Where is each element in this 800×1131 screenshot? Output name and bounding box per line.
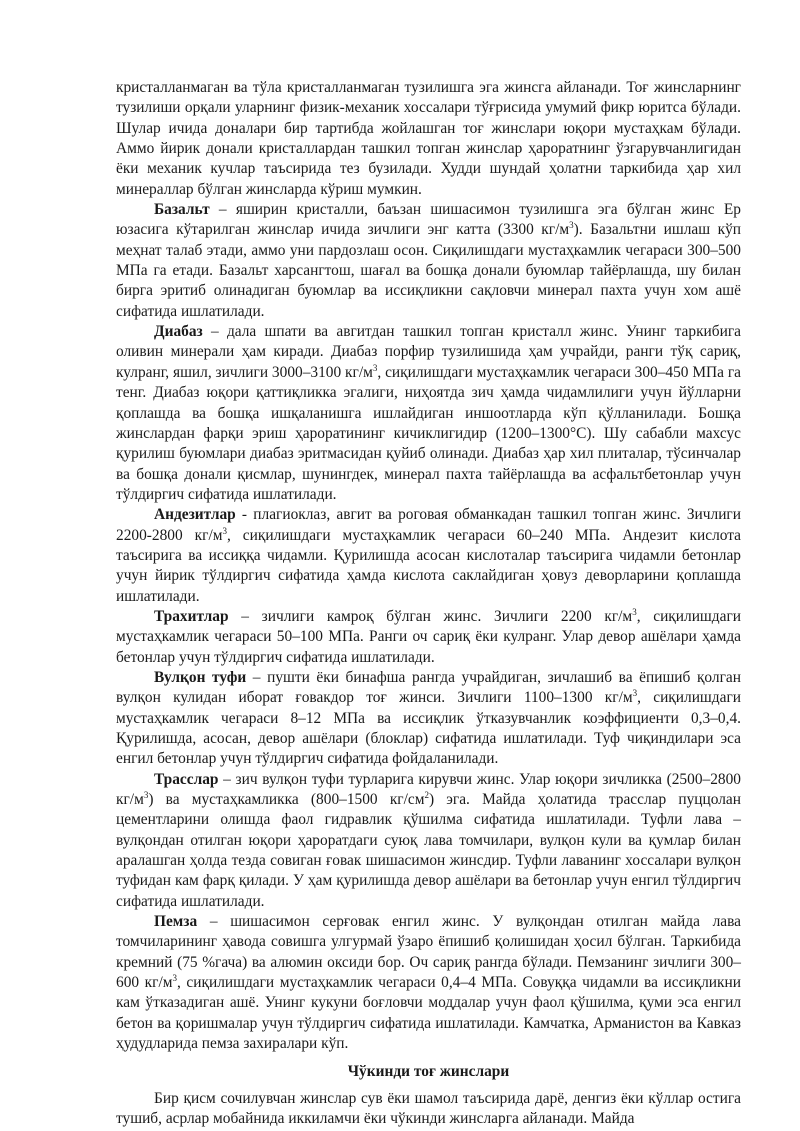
intro-paragraph: кристалланмаган ва тўла кристалланмаган тузилишга эга жинсга айланади. Тоғ жинсларнинг тузилиши орқали уларнинг физик-механик хоссалари тўғрисида умумий фикр юритса бўлади. Шулар ичида доналари бир тартибда жойлашган тоғ жинслари юқори мустаҳкам бўлади. Аммо йирик донали кристаллардан ташкил топган жинслар ҳароратнинг ўзгарувчанлигидан ёки механик кучлар таъсирида тез бузилади. Худди шундай ҳолатни таркибида ҳар хил минераллар бўлган жинсларда кўриш мумкин. bbox=[116, 79, 741, 198]
trass-text-b: ) ва мустаҳкамликка (800–1500 кг/см bbox=[148, 791, 425, 809]
andesite-text-b: , сиқилишдаги мустаҳкамлик чегараси 60–240 МПа. Андезит кислота таъсирига ва иссиққа чидамли. Қурилишда асосан кислоталар таъсирига чидамли бетонлар учун йирик тўлдиргич сифатида ҳамда кислота саклайдиган ҳовуз деворларини қоплашда ишлатилади. bbox=[116, 526, 742, 605]
trachyte-sup-1: 3 bbox=[632, 606, 637, 617]
trachyte-term: Трахитлар bbox=[154, 607, 229, 625]
trachyte-text-a: – зичлиги камроқ бўлган жинс. Зичлиги 2200 кг/м bbox=[228, 607, 633, 625]
trachyte-text-b: , сиқилишдаги мустаҳкамлик чегараси 50–100 МПа. Ранги оч сариқ ёки кулранг. Улар девор ашёлари ҳамда бетонлар учун тўлдиргич сифатида ишлатилади. bbox=[116, 607, 741, 666]
trass-sup-2: 2 bbox=[424, 790, 429, 801]
diabase-paragraph bbox=[116, 322, 741, 505]
pumice-paragraph bbox=[116, 912, 741, 1054]
andesite-paragraph bbox=[116, 505, 741, 607]
andesite-term: Андезитлар bbox=[154, 506, 236, 524]
trass-paragraph bbox=[116, 770, 741, 912]
section-heading: Чўкинди тоғ жинслари bbox=[347, 1062, 510, 1080]
volcanic-tuff-text-b: , сиқилишдаги мустаҳкамлик чегараси 8–12 МПа ва иссиқлик ўтказувчанлик коэффициенти 0,3–0,4. Қурилишда, асосан, девор ашёлари (блоклар) сифатида ишлатилади. Туф чиқиндилари эса енгил бетонлар учун тўлдиргич сифатида фойдаланилади. bbox=[116, 689, 741, 768]
pumice-text-a: – шишасимон серғовак енгил жинс. У вулқондан отилган майда лава томчиларининг ҳавода совишга улгурмай ўзаро ёпишиб қолишидан ҳосил бўлган. Таркибида кремний (75 %гача) ва алюмин оксиди бор. Оч сариқ рангда бўлади. Пемзанинг зичлиги 300–600 кг/м bbox=[116, 913, 741, 992]
sedimentary-paragraph: Бир қисм сочилувчан жинслар сув ёки шамол таъсирида дарё, денгиз ёки кўллар остига тушиб, асрлар мобайнида иккиламчи ёки чўкинди жинсларга айланади. Майда bbox=[116, 1089, 741, 1128]
trass-sup-1: 3 bbox=[143, 790, 149, 801]
pumice-term: Пемза bbox=[154, 913, 198, 931]
volcanic-tuff-text-a: – пушти ёки бинафша рангда учрайдиган, зичлашиб ва ёпишиб қолган вулқон кулидан иборат ғовакдор тоғ жинси. Зичлиги 1100–1300 кг/м bbox=[116, 668, 741, 707]
diabase-term: Диабаз bbox=[154, 323, 203, 341]
basalt-sup-1: 3 bbox=[569, 220, 574, 231]
volcanic-tuff-sup-1: 3 bbox=[632, 688, 638, 699]
volcanic-tuff-paragraph bbox=[116, 668, 741, 770]
diabase-text-b: , сиқилишдаги мустаҳкамлик чегараси 300–450 МПа га тенг. Диабаз юқори қаттиқликка эгалиги, ниҳоятда зич ҳамда чидамлилиги учун йўлларни қоплашда ва бошқа ишқаланишга ишлайдиган иншоотларда кўп қўлланилади. Бошқа жинслардан фарқи эриш ҳароратининг кичиклигидир (1200–1300°С). Шу сабабли махсус қурилиш буюмлари диабаз эритмасидан қуйиб олинади. Диабаз ҳар хил плиталар, тўсинчалар ва бошқа донали қисмлар, шунингдек, минерал пахта тайёрлашда ва асфальтбетонлар учун тўлдиргич сифатида ишлатилади. bbox=[116, 363, 741, 503]
trass-term: Трасслар bbox=[154, 770, 219, 788]
diabase-sup-1: 3 bbox=[372, 362, 378, 373]
trass-text-a: – зич вулқон туфи турларига кирувчи жинс. Улар юқори зичликка (2500–2800 кг/м bbox=[116, 770, 741, 809]
pumice-sup-1: 3 bbox=[172, 973, 177, 984]
andesite-sup-1: 3 bbox=[222, 525, 227, 536]
basalt-text-b: ). Базальтни ишлаш кўп меҳнат талаб этади, аммо уни пардозлаш осон. Сиқилишдаги мустаҳкамлик чегараси 300–500 МПа га етади. Базальт харсангтош, шағал ва бошқа донали буюмлар тайёрлашда, шу билан бирга эритиб олинадиган буюмлар ва иссиқликни сақловчи минерал пахта учун хом ашё сифатида ишлатилади. bbox=[116, 221, 741, 320]
trass-text-c: ) эга. Майда ҳолатида трасслар пуццолан цементларини олишда фаол гидравлик қўшилма сифатида ишлатилади. Туфли лава – вулқондан отилган юқори ҳароратдаги суюқ лава томчилари, вулқон кули ва қумлар билан аралашган ҳолда тезда совиган ғовак шишасимон жинсдир. Туфли лаванинг хоссалари вулқон туфидан кам фарқ қилади. У ҳам қурилишда девор ашёлари ва бетонлар учун енгил тўлдиргич сифатида ишлатилади. bbox=[116, 791, 741, 910]
diabase-text-a: – дала шпати ва авгитдан ташкил топган кристалл жинс. Унинг таркибига оливин минерали ҳам киради. Диабаз порфир тузилишида ҳам учрайди, ранги тўқ сариқ, кулранг, яшил, зичлиги 3000–3100 кг/м bbox=[116, 323, 741, 381]
basalt-term: Базальт bbox=[154, 201, 210, 219]
trachyte-paragraph bbox=[116, 607, 741, 668]
andesite-text-a: - плагиоклаз, авгит ва роговая обманкадан ташкил топган жинс. Зичлиги 2200-2800 кг/м bbox=[116, 506, 741, 544]
basalt-paragraph bbox=[116, 200, 741, 322]
volcanic-tuff-term: Вулқон туфи bbox=[154, 668, 247, 686]
basalt-text-a: – яширин кристалли, баъзан шишасимон тузилишга эга бўлган жинс Ер юзасига кўтарилган жинслар ичида зичлиги энг катта (3300 кг/м bbox=[116, 201, 741, 239]
document-page bbox=[116, 78, 741, 1130]
pumice-text-b: , сиқилишдаги мустаҳкамлик чегараси 0,4–4 МПа. Совуққа чидамли ва иссиқликни кам ўтказадиган ашё. Унинг кукуни боғловчи моддалар учун фаол қўшилма, қуми эса енгил бетон ва қоришмалар учун тўлдиргич сифатида ишлатилади. Камчатка, Арманистон ва Кавказ ҳудудларида пемза захиралари кўп. bbox=[116, 974, 741, 1053]
